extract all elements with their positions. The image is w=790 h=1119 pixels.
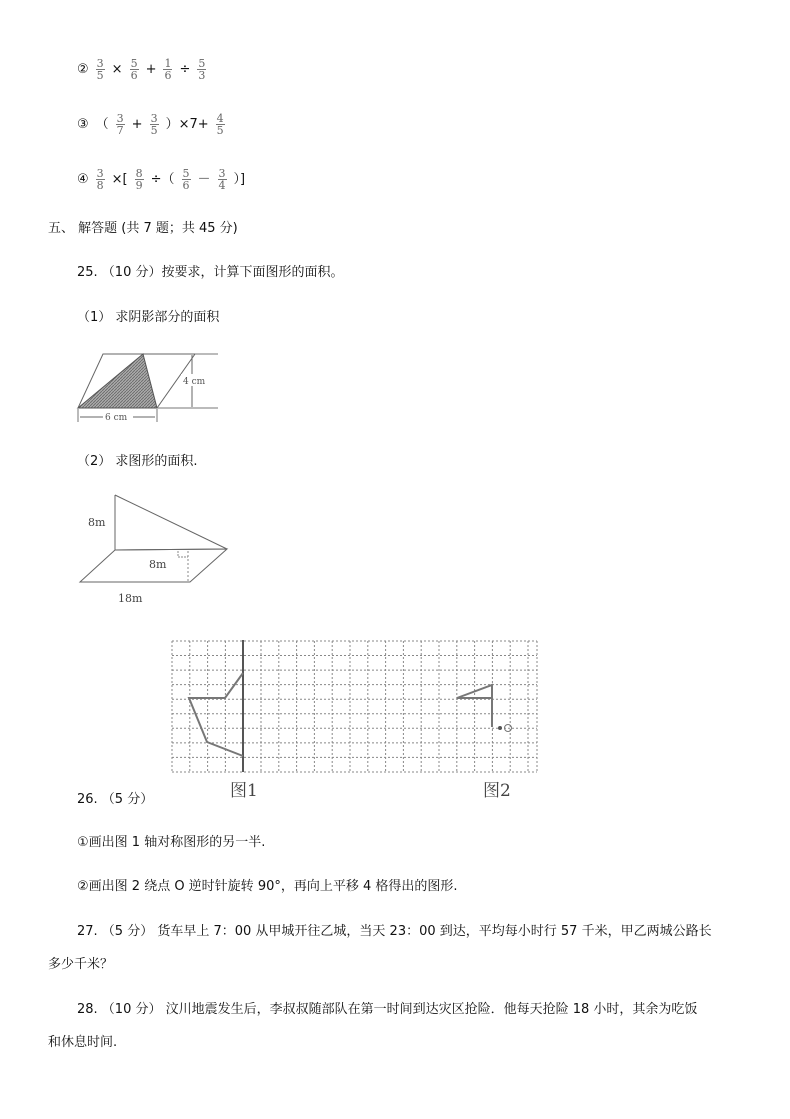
q26-step2: ②画出图 2 绕点 O 逆时针旋转 90°，再向上平移 4 格得出的图形.	[77, 879, 458, 894]
fraction	[130, 58, 139, 81]
numerator: 3	[150, 112, 158, 125]
fraction	[218, 168, 227, 191]
numerator: 3	[116, 112, 124, 125]
expression-label: ②	[77, 61, 89, 77]
denominator: 5	[216, 124, 224, 137]
fraction	[116, 113, 125, 136]
numerator: 5	[198, 57, 206, 70]
q27-line1: 27. （5 分） 货车早上 7：00 从甲城开往乙城，当天 23：00 到达，平均每小时行 57 千米，甲乙两城公路长	[77, 924, 712, 939]
triangle-height-label: 8m	[88, 516, 106, 529]
numerator: 4	[216, 112, 224, 125]
operator: +	[131, 116, 143, 132]
fraction	[135, 168, 144, 191]
q28-line1: 28. （10 分） 汶川地震发生后，李叔叔随部队在第一时间到达灾区抢险．他每天抢险 18 小时，其余为吃饭	[77, 1002, 698, 1017]
operator: ）×7+	[165, 116, 209, 132]
numerator: 5	[182, 167, 190, 180]
expression-label: ④	[77, 171, 89, 187]
operator: （	[95, 116, 109, 132]
fraction	[96, 168, 105, 191]
denominator: 6	[130, 69, 138, 82]
figure1-label: 图1	[230, 781, 258, 801]
denominator: 5	[150, 124, 158, 137]
denominator: 5	[96, 69, 104, 82]
height-label: 4 cm	[183, 377, 206, 387]
operator: ÷	[179, 61, 191, 77]
fraction	[216, 113, 225, 136]
q25-part2: （2） 求图形的面积.	[77, 454, 198, 469]
fraction	[150, 113, 159, 136]
shaded-parallelogram-figure	[0, 340, 260, 430]
q25-heading: 25. （10 分）按要求，计算下面图形的面积。	[77, 265, 344, 280]
denominator: 6	[164, 69, 172, 82]
figure2-label: 图2	[483, 781, 511, 801]
q25-part1: （1） 求阴影部分的面积	[77, 310, 220, 325]
denominator: 6	[182, 179, 190, 192]
operator: ÷（	[150, 171, 175, 187]
q27-line2: 多少千米？	[48, 957, 114, 972]
q28-line2: 和休息时间.	[48, 1035, 118, 1050]
operator: ×[	[111, 171, 128, 187]
operator: +	[145, 61, 157, 77]
fraction	[163, 58, 172, 81]
expression-2	[77, 58, 206, 81]
parallelogram-height-label: 8m	[149, 558, 167, 571]
fraction	[96, 58, 105, 81]
operator: －	[197, 171, 211, 187]
denominator: 4	[218, 179, 226, 192]
numerator: 3	[96, 167, 104, 180]
denominator: 9	[135, 179, 143, 192]
base-label: 18m	[118, 592, 143, 605]
grid-figure	[0, 630, 560, 805]
width-label: 6 cm	[105, 413, 128, 423]
operator: ）]	[233, 171, 246, 187]
composite-figure	[0, 485, 260, 610]
expression-3	[77, 113, 225, 136]
numerator: 3	[218, 167, 226, 180]
numerator: 5	[130, 57, 138, 70]
fraction	[182, 168, 191, 191]
operator: ×	[111, 61, 123, 77]
q26-heading: 26. （5 分）	[77, 792, 154, 807]
section-title: 五、 解答题 (共 7 题；共 45 分)	[48, 221, 238, 236]
denominator: 7	[116, 124, 124, 137]
figure1-shape	[189, 673, 243, 756]
expression-4	[77, 168, 245, 191]
numerator: 8	[135, 167, 143, 180]
denominator: 8	[96, 179, 104, 192]
fraction	[197, 58, 206, 81]
numerator: 3	[96, 57, 104, 70]
numerator: 1	[164, 57, 172, 70]
expression-label: ③	[77, 116, 89, 132]
q26-step1: ①画出图 1 轴对称图形的另一半.	[77, 835, 266, 850]
denominator: 3	[198, 69, 206, 82]
